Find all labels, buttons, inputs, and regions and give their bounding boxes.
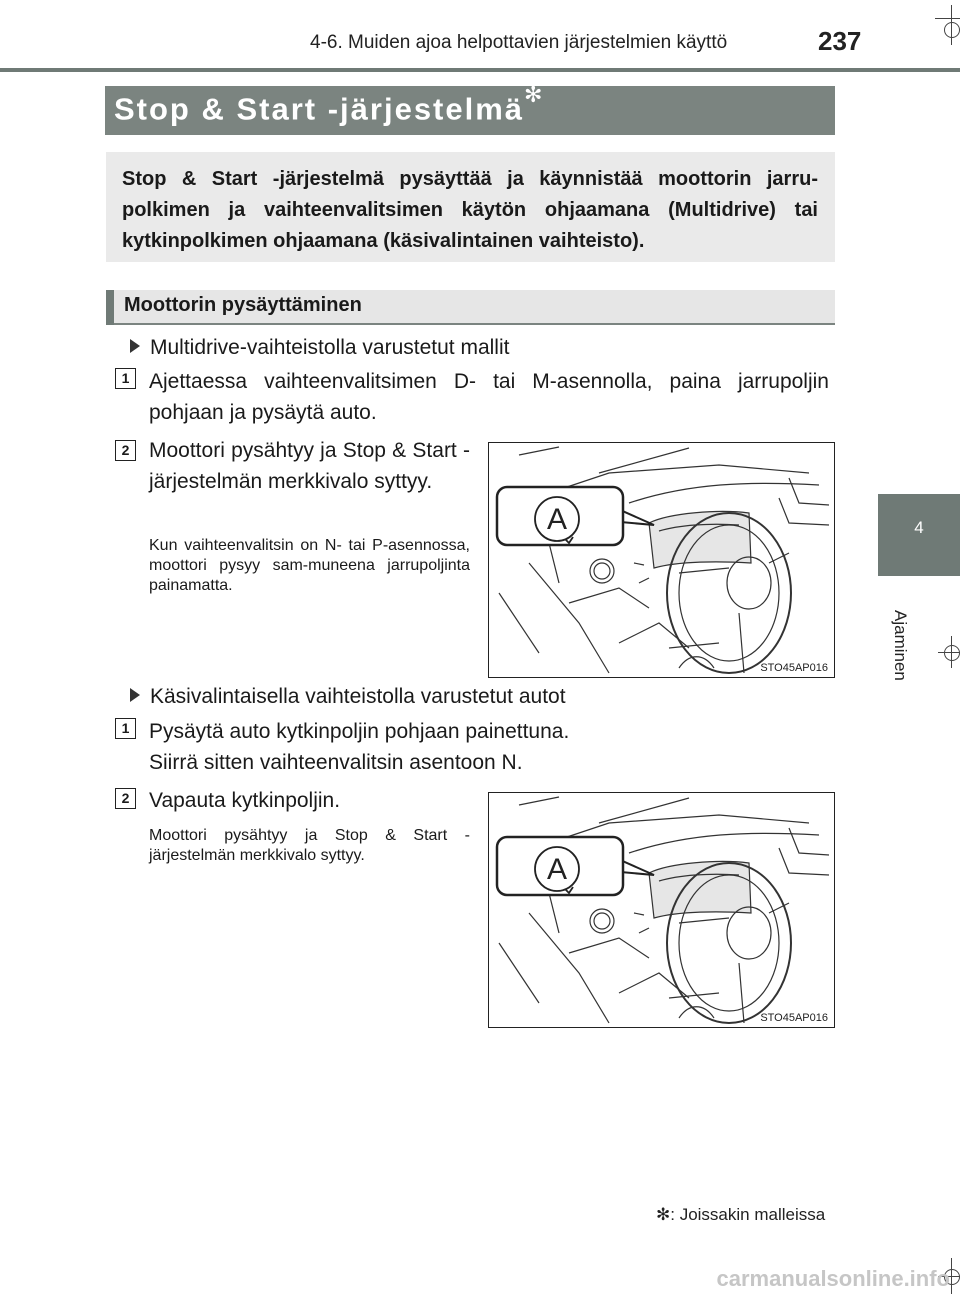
figure-code: STO45AP016 xyxy=(760,1012,828,1024)
page-number: 237 xyxy=(818,26,862,56)
bullet-multidrive-text: Multidrive-vaihteistolla varustetut mallit xyxy=(150,336,510,359)
step-number-1: 1 xyxy=(115,368,136,389)
figure-label-a: A xyxy=(546,503,568,536)
footnote-marker: ✻ xyxy=(656,1205,671,1224)
dashboard-illustration xyxy=(489,443,834,677)
step-2-note: Kun vaihteenvalitsin on N- tai P-asennossa, moottori pysyy sam-muneena jarrupoljinta painamatta. xyxy=(149,537,470,594)
step-1-line-1: Pysäytä auto kytkinpoljin pohjaan painettuna. xyxy=(149,720,570,743)
bullet-manual-text: Käsivalintaisella vaihteistolla varustetut autot xyxy=(150,685,566,708)
step-number-1: 1 xyxy=(115,718,136,739)
step-2-text: Moottori pysähtyy ja Stop & Start -järjestelmän merkkivalo syttyy. xyxy=(149,439,470,493)
triangle-bullet-icon xyxy=(130,688,140,702)
subheading-title: Moottorin pysäyttäminen xyxy=(124,294,362,316)
step-number-2: 2 xyxy=(115,440,136,461)
footnote xyxy=(656,1205,825,1225)
step-1-text: Ajettaessa vaihteenvalitsimen D- tai M-asennolla, paina jarrupoljin pohjaan ja pysäytä auto. xyxy=(149,370,829,424)
step-1-line-2: Siirrä sitten vaihteenvalitsin asentoon N. xyxy=(149,751,523,774)
step-2-note: Moottori pysähtyy ja Stop & Start -järjestelmän merkkivalo syttyy. xyxy=(149,827,470,864)
step-number-2: 2 xyxy=(115,788,136,809)
dashboard-figure xyxy=(488,442,835,678)
dashboard-illustration xyxy=(489,793,834,1027)
dashboard-figure xyxy=(488,792,835,1028)
intro-text: Stop & Start -järjestelmä pysäyttää ja käynnistää moottorin jarru-polkimen ja vaihteenvalitsimen käytön ohjaamana (Multidrive) tai kytkinpolkimen ohjaamana (käsivalintainen vaihteisto). xyxy=(122,168,818,252)
figure-code: STO45AP016 xyxy=(760,662,828,674)
chapter-label-text: Ajaminen xyxy=(891,610,910,681)
bullet-multidrive xyxy=(130,336,509,360)
section-header: 4-6. Muiden ajoa helpottavien järjestelmien käyttö xyxy=(310,32,728,53)
title-footnote-marker: ✻ xyxy=(524,82,545,107)
crop-mark xyxy=(935,18,960,19)
triangle-bullet-icon xyxy=(130,339,140,353)
crop-mark xyxy=(944,22,960,38)
figure-label-a: A xyxy=(546,853,568,886)
page-title-text: Stop & Start -järjestelmä xyxy=(114,91,525,127)
header-divider xyxy=(0,68,960,72)
page-title xyxy=(114,82,545,127)
crop-mark xyxy=(951,5,952,45)
crop-mark xyxy=(944,645,960,661)
watermark: carmanualsonline.info xyxy=(716,1266,950,1291)
footnote-text: : Joissakin malleissa xyxy=(670,1205,826,1224)
chapter-number: 4 xyxy=(914,518,924,537)
step-2-text: Vapauta kytkinpoljin. xyxy=(149,789,341,812)
bullet-manual xyxy=(130,685,566,709)
crop-mark xyxy=(951,636,952,668)
crop-mark xyxy=(951,1258,952,1294)
subheading-accent xyxy=(106,290,114,325)
chapter-label xyxy=(880,610,920,690)
